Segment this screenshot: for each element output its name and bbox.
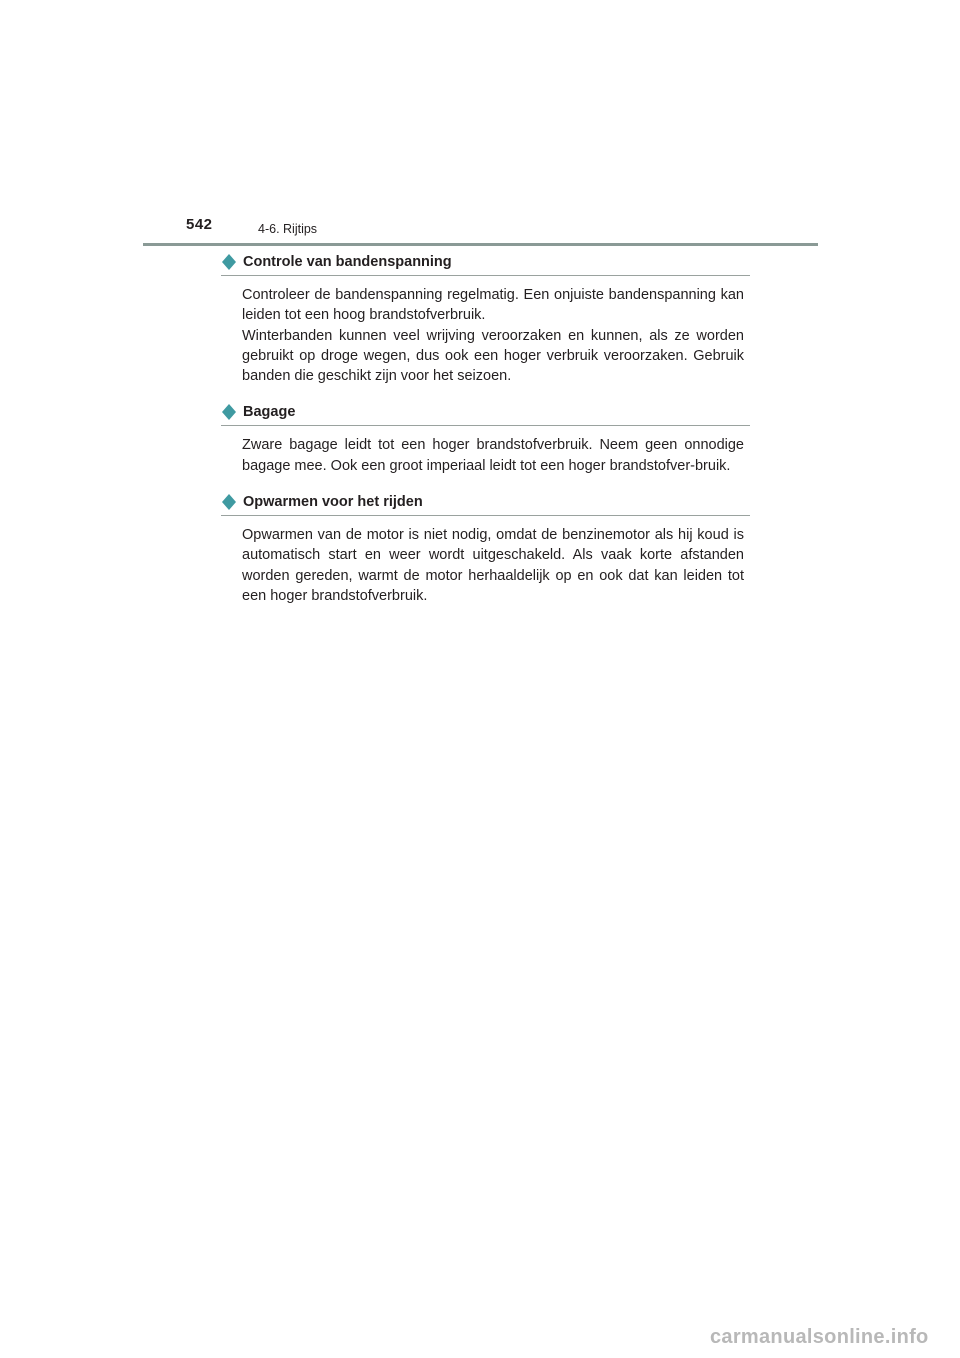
section-heading-text: Bagage (243, 404, 296, 421)
section-luggage (221, 402, 750, 476)
paragraph: Opwarmen van de motor is niet nodig, omdat de benzinemotor als hij koud is automatisch start en weer wordt uitgeschakeld. Als vaak korte afstanden worden gereden, warmt de motor herhaaldelijk op en ook dat kan leiden tot een hoger brandstofverbruik. (242, 527, 744, 604)
page-number: 542 (186, 216, 213, 233)
diamond-icon (221, 253, 237, 271)
paragraph: Winterbanden kunnen veel wrijving veroorzaken en kunnen, als ze worden gebruikt op droge wegen, dus ook een hoger verbruik veroorzaken. Gebruik banden die geschikt zijn voor het seizoen. (242, 327, 744, 385)
section-warm-up (221, 492, 750, 606)
manual-content (221, 252, 750, 622)
section-heading-text: Opwarmen voor het rijden (243, 494, 423, 511)
header-rule (143, 243, 818, 246)
diamond-icon (221, 493, 237, 511)
paragraph: Controleer de bandenspanning regelmatig. Een onjuiste bandenspanning kan leiden tot een hoog brandstofverbruik. (242, 287, 744, 324)
watermark: carmanualsonline.info (710, 1326, 929, 1348)
section-heading (221, 252, 750, 276)
section-heading (221, 402, 750, 426)
section-body (242, 285, 744, 386)
diamond-icon (221, 403, 237, 421)
section-body (242, 435, 744, 476)
section-heading (221, 492, 750, 516)
section-body (242, 525, 744, 606)
section-reference: 4-6. Rijtips (258, 222, 318, 236)
section-heading-text: Controle van bandenspanning (243, 254, 452, 270)
section-tire-pressure (221, 252, 750, 386)
paragraph: Zware bagage leidt tot een hoger brandstofverbruik. Neem geen onnodige bagage mee. Ook een groot imperiaal leidt tot een hoger brandstofver-bruik. (242, 437, 744, 474)
